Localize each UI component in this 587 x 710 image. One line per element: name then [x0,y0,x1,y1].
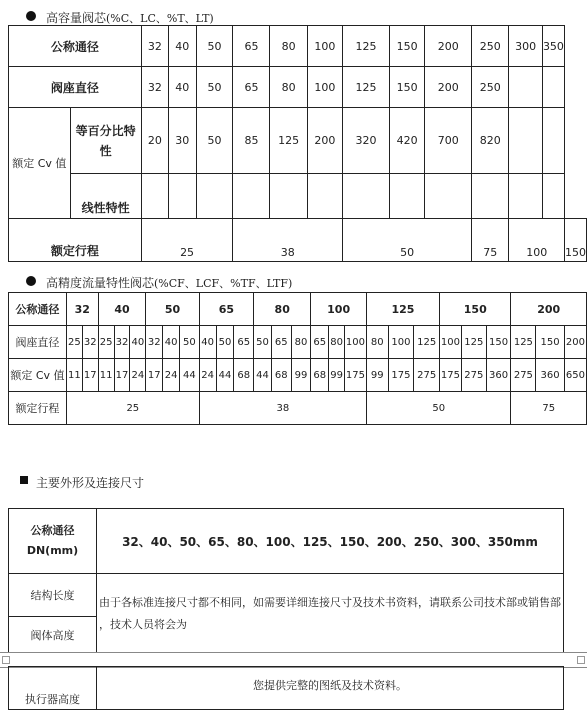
table-cell: 100 [307,67,342,108]
dimension-note-continued: 您提供完整的图纸及技术资料。 [97,667,564,710]
table-cell: 200 [307,108,342,174]
table-cell: 50 [180,326,200,359]
table-cell: 150 [389,67,424,108]
table-cell: 125 [461,326,486,359]
linear-label: 线性特性 [70,174,141,219]
table-cell: 65 [234,326,254,359]
cv-label: 额定 Cv 值 [9,108,71,219]
table-cell: 250 [472,67,509,108]
table-cell: 150 [389,26,424,67]
table-cell: 250 [472,26,509,67]
table-cell: 20 [141,108,168,174]
bullet-icon [26,11,36,21]
table-cell [425,174,472,219]
table-row [9,174,587,219]
table-cell: 50 [196,108,233,174]
table-cell: 100 [440,326,462,359]
table-cell: 150 [440,293,511,326]
dimensions-table [8,508,564,654]
table-cell: 65 [233,26,270,67]
high-capacity-table [8,25,587,262]
table-cell: 40 [169,26,196,67]
table-cell: 44 [216,359,234,392]
table-cell [141,174,168,219]
table-cell: 30 [169,108,196,174]
table-cell [270,174,307,219]
nominal-size-values: 32、40、50、65、80、100、125、150、200、250、300、350mm [97,509,564,574]
nominal-size-label [9,509,97,574]
table-cell: 700 [425,108,472,174]
seat-label: 阀座直径 [9,67,142,108]
stroke-label: 额定行程 [9,219,142,262]
table-cell [542,108,564,174]
table-cell: 150 [486,326,511,359]
table-cell: 360 [486,359,511,392]
table-cell: 32 [66,293,98,326]
table-cell: 80 [270,67,307,108]
section3-heading [28,474,144,491]
table-cell [307,174,342,219]
table-cell: 200 [425,67,472,108]
section1-heading [28,9,214,26]
table-cell: 68 [271,359,291,392]
table-cell: 24 [163,359,180,392]
table-cell: 32 [141,67,168,108]
section2-subtitle: (%CF、LCF、%TF、LTF) [154,277,293,290]
section2-title: 高精度流量特性阀芯 [46,276,155,290]
table-cell: 68 [311,359,329,392]
section2-heading [28,274,292,291]
table-cell: 80 [270,26,307,67]
nominal-label: 公称通径 [9,293,67,326]
section3-title: 主要外形及连接尺寸 [36,476,145,490]
table-row [9,67,587,108]
table-row [9,574,564,617]
table-cell: 17 [114,359,130,392]
table-row [9,667,564,710]
table-cell: 100 [388,326,414,359]
table-cell: 99 [366,359,388,392]
table-cell: 40 [169,67,196,108]
table-cell [472,174,509,219]
table-cell: 50 [216,326,234,359]
table-cell: 350 [542,26,564,67]
table-cell: 99 [329,359,345,392]
table-cell [169,174,196,219]
table-cell: 40 [199,326,216,359]
dimension-note: 由于各标准连接尺寸都不相同，如需要详细连接尺寸及技术书资料，请联系公司技术部或销售部 ，技术人员将会为 [97,574,564,654]
table-cell: 200 [425,26,472,67]
table-row [9,26,587,67]
table-cell: 65 [233,67,270,108]
table-cell: 32 [146,326,163,359]
table-cell: 175 [345,359,367,392]
table-cell: 360 [536,359,565,392]
table-cell: 125 [414,326,440,359]
table-cell: 32 [141,26,168,67]
table-cell: 75 [511,392,587,425]
table-cell: 25 [66,326,82,359]
table-cell: 125 [511,326,536,359]
table-cell [542,174,564,219]
table-cell: 99 [291,359,311,392]
table-cell: 820 [472,108,509,174]
table-cell [233,174,270,219]
table-cell: 44 [254,359,272,392]
seat-label: 阀座直径 [9,326,67,359]
body-height-label: 阀体高度 [9,617,97,654]
table-cell: 80 [254,293,311,326]
table-cell: 65 [271,326,291,359]
structure-length-label: 结构长度 [9,574,97,617]
table-cell: 125 [343,67,390,108]
table-cell: 50 [366,392,511,425]
table-cell: 80 [366,326,388,359]
table-cell: 40 [163,326,180,359]
section1-title: 高容量阀芯 [46,11,107,25]
table-row [9,359,587,392]
table-cell [389,174,424,219]
table-row [9,509,564,574]
table-cell: 50 [343,219,472,262]
table-cell: 125 [366,293,439,326]
nominal-size-label-text: 公称通径 [30,524,75,537]
table-cell: 25 [66,392,199,425]
table-cell: 11 [98,359,114,392]
table-cell: 200 [511,293,587,326]
table-cell: 32 [82,326,98,359]
square-bullet-icon [20,476,28,484]
table-cell [542,67,564,108]
table-cell: 300 [509,26,542,67]
table-cell: 50 [254,326,272,359]
table-cell: 150 [536,326,565,359]
table-cell: 50 [196,26,233,67]
table-cell: 420 [389,108,424,174]
bullet-icon [26,276,36,286]
table-cell: 80 [329,326,345,359]
table-cell: 320 [343,108,390,174]
table-cell: 68 [234,359,254,392]
nominal-label: 公称通径 [9,26,142,67]
table-cell: 75 [472,219,509,262]
table-cell: 275 [461,359,486,392]
table-cell: 24 [199,359,216,392]
table-cell: 100 [307,26,342,67]
equal-pct-label: 等百分比特性 [70,108,141,174]
table-cell: 38 [199,392,366,425]
table-cell: 125 [270,108,307,174]
table-cell [343,174,390,219]
table-cell: 65 [199,293,253,326]
table-row [9,219,587,262]
table-cell: 175 [440,359,462,392]
table-cell: 100 [509,219,565,262]
section1-subtitle: (%C、LC、%T、LT) [106,12,214,25]
table-cell: 50 [196,67,233,108]
table-cell: 32 [114,326,130,359]
table-row [9,326,587,359]
table-cell: 65 [311,326,329,359]
nominal-size-unit: DN(mm) [26,544,79,557]
table-row [9,293,587,326]
table-cell [509,108,542,174]
table-cell: 44 [180,359,200,392]
table-cell: 200 [564,326,586,359]
high-precision-table [8,292,587,425]
table-cell: 80 [291,326,311,359]
table-cell: 40 [98,293,146,326]
table-cell: 24 [130,359,146,392]
table-cell: 50 [146,293,199,326]
table-cell: 17 [82,359,98,392]
table-cell: 40 [130,326,146,359]
table-cell: 175 [388,359,414,392]
table-cell: 650 [564,359,586,392]
actuator-height-label: 执行器高度 [9,667,97,710]
dimensions-table-continued [8,666,564,710]
table-cell: 100 [345,326,367,359]
table-cell [509,174,542,219]
table-row [9,392,587,425]
table-cell: 25 [98,326,114,359]
table-cell: 275 [511,359,536,392]
table-cell: 25 [141,219,233,262]
stroke-label: 额定行程 [9,392,67,425]
table-cell: 100 [311,293,367,326]
table-row [9,108,587,174]
table-cell [509,67,542,108]
table-cell: 125 [343,26,390,67]
table-cell: 17 [146,359,163,392]
table-cell: 38 [233,219,343,262]
table-cell [196,174,233,219]
table-cell: 150 [565,219,587,262]
table-cell: 11 [66,359,82,392]
cv-label: 额定 Cv 值 [9,359,67,392]
table-cell: 275 [414,359,440,392]
table-cell: 85 [233,108,270,174]
